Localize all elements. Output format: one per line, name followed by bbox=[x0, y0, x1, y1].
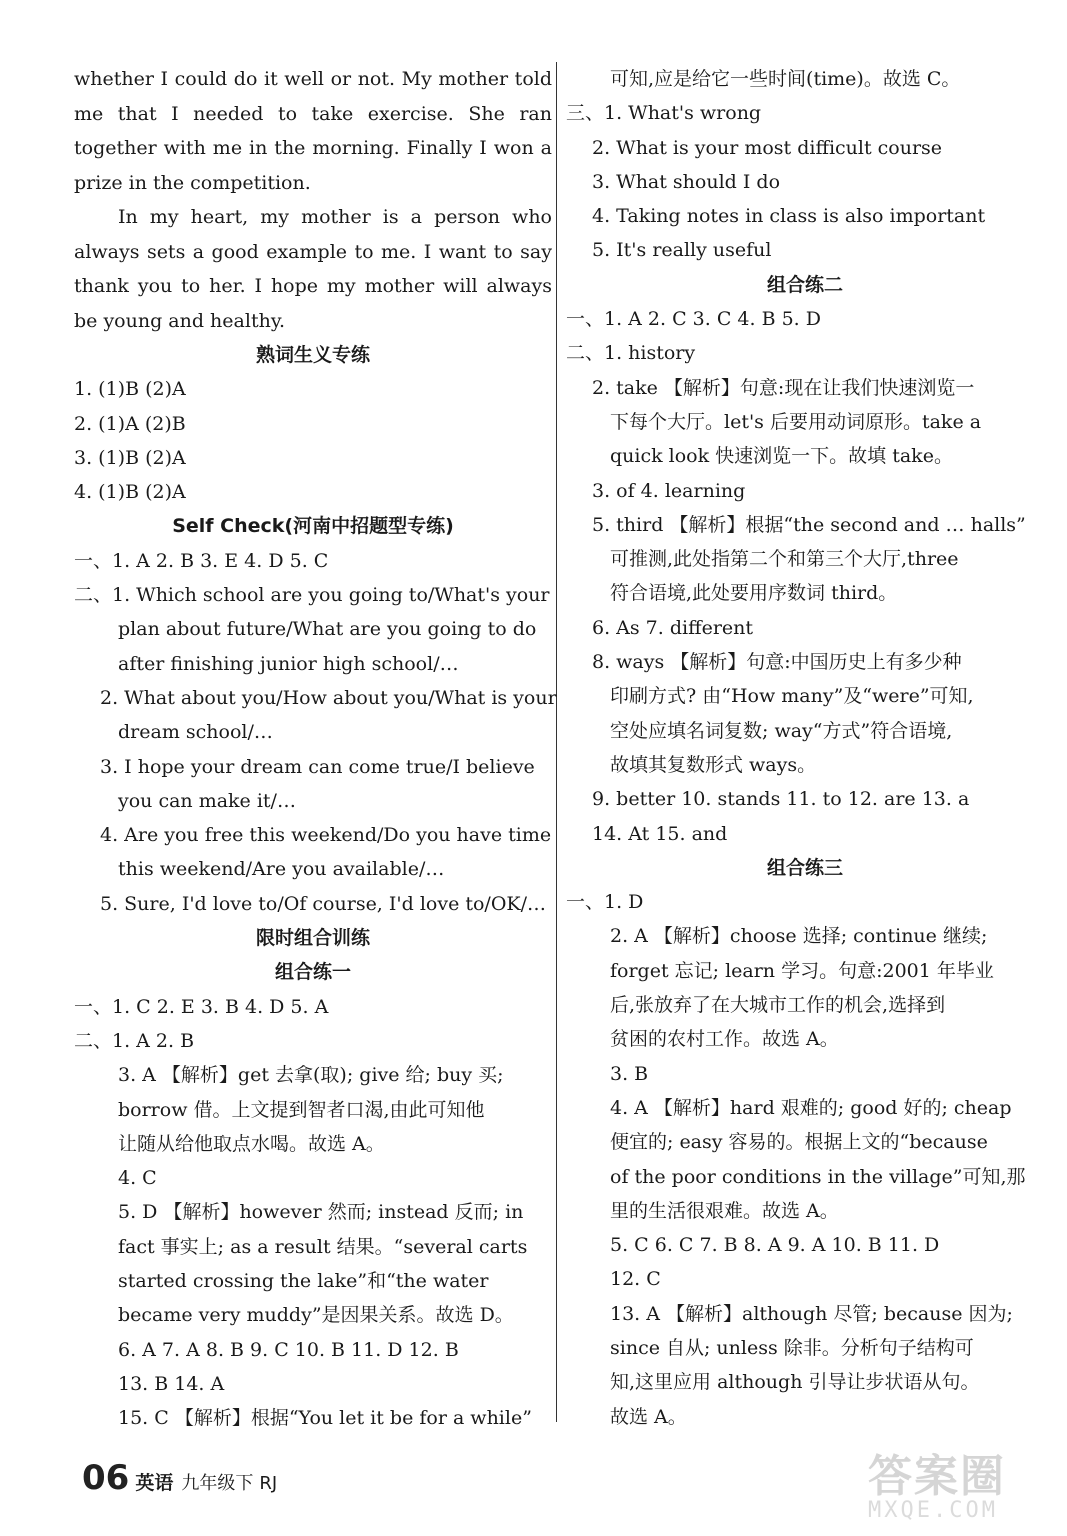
answer-line: 15. C 【解析】根据“You let it be for a while” bbox=[118, 1407, 532, 1430]
answer-line: 4. Taking notes in class is also important bbox=[592, 205, 986, 228]
answer-line: 一、1. A 2. C 3. C 4. B 5. D bbox=[566, 308, 821, 331]
essay-paragraph-2: In my heart, my mother is a person who always sets a good example to me. I want to say thank you to her. I hope my mother will always be young and healthy. bbox=[74, 206, 552, 332]
answer-line: 一、1. D bbox=[566, 891, 644, 914]
answer-line: 三、1. What's wrong bbox=[566, 102, 762, 125]
answer-line: 空处应填名词复数; way“方式”符合语境, bbox=[610, 719, 953, 742]
answer-line: 故选 A。 bbox=[610, 1405, 687, 1428]
answer-line: 5. C 6. C 7. B 8. A 9. A 10. B 11. D bbox=[610, 1234, 940, 1257]
answer-line: plan about future/What are you going to do bbox=[118, 618, 537, 641]
grade-label: 九年级下 bbox=[181, 1473, 254, 1494]
watermark-logo bbox=[868, 1440, 1058, 1530]
subsection-title-2: 组合练二 bbox=[766, 273, 843, 296]
subject-label: 英语 bbox=[135, 1472, 174, 1494]
answer-line: 里的生活很艰难。故选 A。 bbox=[610, 1199, 839, 1222]
answer-line: 一、1. A 2. B 3. E 4. D 5. C bbox=[74, 549, 329, 572]
answer-line: 4. Are you free this weekend/Do you have time bbox=[100, 824, 552, 847]
answer-line: 二、1. history bbox=[566, 342, 696, 365]
answer-line: after finishing junior high school/… bbox=[118, 652, 459, 675]
answer-line: 3. B bbox=[610, 1062, 649, 1085]
page-footer bbox=[82, 1458, 277, 1498]
answer-line: 2. What is your most difficult course bbox=[592, 136, 943, 159]
right-column bbox=[566, 62, 1044, 1434]
answer-line: 13. A 【解析】although 尽管; because 因为; bbox=[610, 1302, 1013, 1325]
answer-line: 8. ways 【解析】句意:中国历史上有多少种 bbox=[592, 651, 962, 674]
answer-line: you can make it/… bbox=[118, 789, 296, 812]
answer-line: 知,这里应用 although 引导让步状语从句。 bbox=[610, 1371, 980, 1394]
answer-line: this weekend/Are you available/… bbox=[118, 858, 445, 881]
answer-line: quick look 快速浏览一下。故填 take。 bbox=[610, 445, 953, 468]
answer-line: 12. C bbox=[610, 1268, 661, 1291]
answer-line: 下每个大厅。let's 后要用动词原形。take a bbox=[610, 410, 982, 433]
answer-line: 2. What about you/How about you/What is your bbox=[100, 686, 557, 709]
answer-line: became very muddy”是因果关系。故选 D。 bbox=[118, 1304, 514, 1327]
answer-line: of the poor conditions in the village”可知,那 bbox=[610, 1165, 1026, 1188]
answer-line: dream school/… bbox=[118, 721, 273, 744]
section-title-timed: 限时组合训练 bbox=[255, 927, 370, 950]
answer-line: borrow 借。上文提到智者口渴,由此可知他 bbox=[118, 1098, 485, 1121]
answer-line: 5. Sure, I'd love to/Of course, I'd love to/OK/… bbox=[100, 892, 546, 915]
answer-line: 2. take 【解析】句意:现在让我们快速浏览一 bbox=[592, 376, 975, 399]
answer-line: 2. (1)A (2)B bbox=[74, 412, 186, 435]
answer-line: 4. A 【解析】hard 艰难的; good 好的; cheap bbox=[610, 1096, 1012, 1119]
answer-line: 3. A 【解析】get 去拿(取); give 给; buy 买; bbox=[118, 1064, 504, 1087]
answer-line: fact 事实上; as a result 结果。“several carts bbox=[118, 1235, 528, 1258]
answer-line: 故填其复数形式 ways。 bbox=[610, 753, 817, 776]
answer-line: 3. of 4. learning bbox=[592, 479, 746, 502]
page-number: 06 bbox=[82, 1458, 130, 1498]
answer-line: 贫困的农村工作。故选 A。 bbox=[610, 1028, 839, 1051]
left-column bbox=[74, 62, 557, 1436]
answer-line: 6. A 7. A 8. B 9. C 10. B 11. D 12. B bbox=[118, 1338, 459, 1361]
section-title-vocab: 熟词生义专练 bbox=[255, 344, 370, 366]
answer-line: 5. D 【解析】however 然而; instead 反而; in bbox=[118, 1201, 524, 1224]
answer-line: 可推测,此处指第二个和第三个大厅,three bbox=[610, 548, 959, 571]
answer-line: 1. (1)B (2)A bbox=[74, 378, 186, 401]
answer-line: 便宜的; easy 容易的。根据上文的“because bbox=[610, 1131, 988, 1154]
answer-line: 4. C bbox=[118, 1167, 157, 1190]
answer-line: 2. A 【解析】choose 选择; continue 继续; bbox=[610, 925, 988, 948]
answer-line: 6. As 7. different bbox=[592, 616, 754, 639]
answer-line: 符合语境,此处要用序数词 third。 bbox=[610, 582, 898, 605]
answer-line: 13. B 14. A bbox=[118, 1372, 225, 1395]
answer-line: 后,张放弃了在大城市工作的机会,选择到 bbox=[610, 994, 946, 1017]
answer-line: 一、1. C 2. E 3. B 4. D 5. A bbox=[74, 995, 329, 1018]
answer-line: forget 忘记; learn 学习。句意:2001 年毕业 bbox=[610, 959, 994, 982]
answer-line: 让随从给他取点水喝。故选 A。 bbox=[118, 1132, 385, 1155]
subsection-title-3: 组合练三 bbox=[766, 856, 843, 879]
answer-line: 3. What should I do bbox=[592, 170, 781, 193]
edition-label: RJ bbox=[259, 1473, 278, 1494]
answer-line: 3. (1)B (2)A bbox=[74, 446, 186, 469]
answer-line: 14. At 15. and bbox=[592, 822, 728, 845]
answer-line: 4. (1)B (2)A bbox=[74, 481, 186, 504]
answer-line: started crossing the lake”和“the water bbox=[118, 1270, 489, 1293]
watermark-logo-text: 答案圈 bbox=[868, 1451, 1006, 1502]
section-title-self-check: Self Check(河南中招题型专练) bbox=[172, 515, 454, 538]
answer-line: 5. It's really useful bbox=[592, 239, 772, 262]
answer-line: 3. I hope your dream can come true/I believe bbox=[100, 755, 535, 778]
column-divider bbox=[556, 62, 557, 1422]
subsection-title-1: 组合练一 bbox=[274, 961, 351, 984]
essay-paragraph-1: whether I could do it well or not. My mother told me that I needed to take exercise. She ran together with me in the morning. Finally I won a prize in the competition. bbox=[74, 68, 552, 194]
answer-line: 印刷方式? 由“How many”及“were”可知, bbox=[610, 685, 974, 708]
watermark-url: MXQE.COM bbox=[868, 1498, 998, 1523]
answer-line: 可知,应是给它一些时间(time)。故选 C。 bbox=[610, 68, 961, 90]
answer-line: 9. better 10. stands 11. to 12. are 13. a bbox=[592, 788, 970, 811]
answer-line: 二、1. A 2. B bbox=[74, 1029, 195, 1052]
answer-line: 5. third 【解析】根据“the second and … halls” bbox=[592, 513, 1026, 536]
answer-line: 二、1. Which school are you going to/What's your bbox=[74, 584, 550, 607]
answer-line: since 自从; unless 除非。分析句子结构可 bbox=[610, 1336, 974, 1359]
